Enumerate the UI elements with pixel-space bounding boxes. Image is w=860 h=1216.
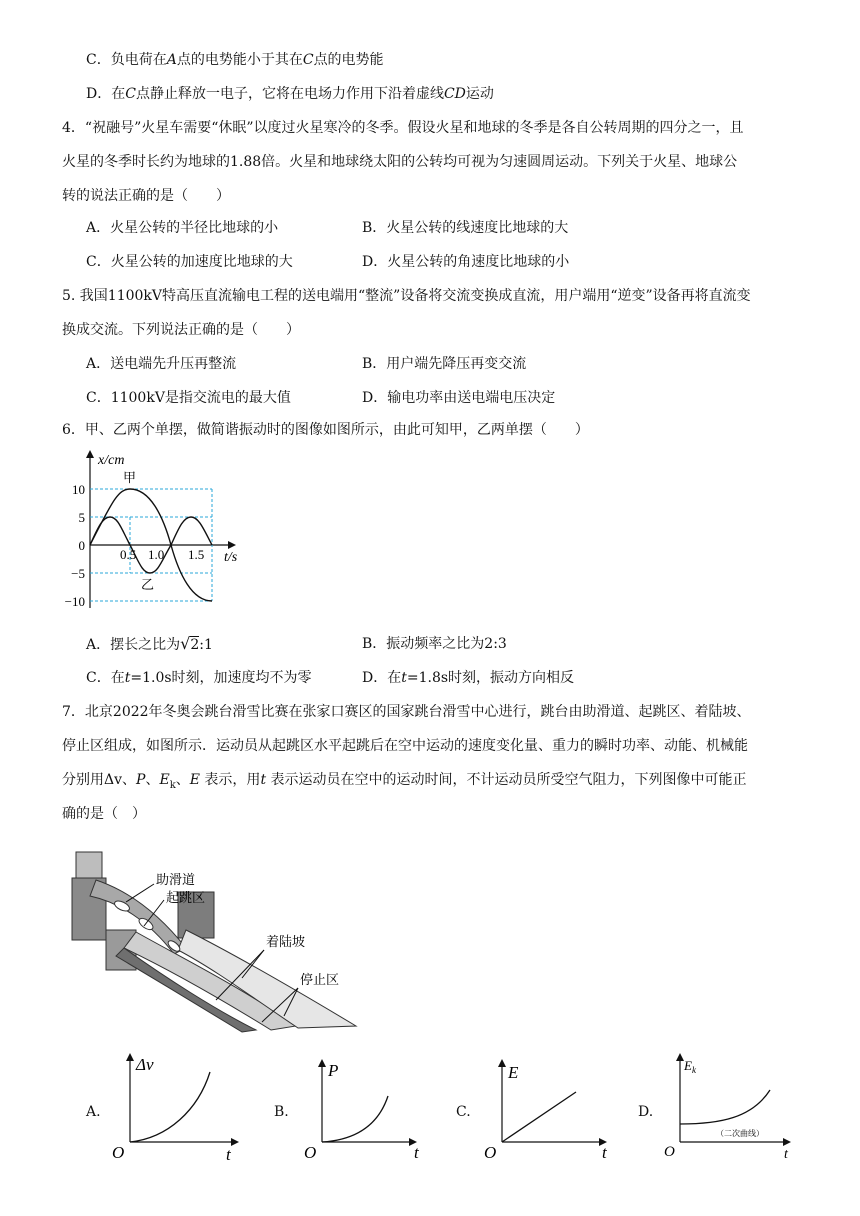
sqrt-symbol: √ [180,634,191,653]
q6-ytick-m10: −10 [64,594,85,609]
q7-stem-line3: 分别用Δv、P、$E_k$、E 表示，用t 表示运动员在空中的运动时间，不计运动员所受空气阻力，下列图像中可能正 [62,772,747,791]
q7-stem-line2: 停止区组成，如图所示．运动员从起跳区水平起跳后在空中运动的速度变化量、重力的瞬时功率、动能、机械能 [62,738,748,754]
q5-option-b: B．用户端先降压再变交流 [362,356,527,372]
q6-xtick-15: 1.5 [188,547,205,562]
curve [322,1096,388,1142]
q5-stem-line2: 换成交流。下列说法正确的是（ ） [62,322,300,338]
q6-ytick-5: 5 [78,510,85,525]
q7-stem-line4: 确的是（ ） [62,806,146,822]
origin: O [484,1143,497,1162]
q5-stem-line1: 5. 我国1100kV特高压直流输电工程的送电端用“整流”设备将交流变换成直流，用户端用“逆变”设备再将直流变 [62,288,751,304]
q7-graph-c [480,1056,620,1162]
curve [130,1072,210,1142]
q6-x-arrow [228,541,236,549]
q5-option-c: C．1100kV是指交流电的最大值 [86,390,291,406]
q4-option-c: C．火星公转的加速度比地球的大 [86,254,293,270]
q4-stem-line2: 火星的冬季时长约为地球的1.88倍。火星和地球绕太阳的公转均可视为匀速圆周运动。下列关于火星、地球公 [62,154,738,170]
q3-option-d: D．在C点静止释放一电子，它将在电场力作用下沿着虚线CD运动 [86,86,494,102]
q6-ytick-m5: −5 [71,566,85,581]
q6-oscillation-graph [60,448,260,618]
origin: O [112,1143,125,1162]
ylabel: P [328,1061,339,1080]
arrow-y [498,1059,506,1067]
q5-option-d: D．输电功率由送电端电压决定 [362,390,556,406]
q4-stem-line3: 转的说法正确的是（ ） [62,188,230,204]
q7-graph-b [300,1056,430,1162]
q6-option-a: A．摆长之比为√2:1 [86,634,213,653]
label-takeoff: 起跳区 [166,890,206,905]
q4-stem-line1: 4．“祝融号”火星车需要“休眠”以度过火星寒冷的冬季。假设火星和地球的冬季是各自公转周期的四分之一，且 [62,120,744,136]
ylabel: $E_k$ [684,1058,696,1075]
q6-ytick-0: 0 [78,538,85,553]
q6-label-yi: 乙 [141,577,155,592]
q6-option-b: B．振动频率之比为2:3 [362,636,507,652]
q4-option-d: D．火星公转的角速度比地球的小 [362,254,570,270]
q4-option-a: A．火星公转的半径比地球的小 [86,220,279,236]
xlabel: t [602,1143,607,1162]
q6-option-d: D．在t=1.8s时刻，振动方向相反 [362,670,575,686]
q4-option-b: B．火星公转的线速度比地球的大 [362,220,569,236]
arrow-x [231,1138,239,1146]
q6-y-arrow [86,450,94,458]
q6-y-label: x/cm [98,453,125,468]
label-landing: 着陆坡 [266,934,306,949]
q6-x-label: t/s [224,550,238,565]
line [502,1092,576,1142]
leader-inrun [126,884,154,902]
xlabel: t [784,1147,788,1162]
q6-stem: 6．甲、乙两个单摆，做简谐振动时的图像如图所示，由此可知甲，乙两单摆（ ） [62,422,589,438]
q7-option-c-letter: C. [456,1104,471,1120]
ylabel: Δv [136,1055,154,1074]
q7-option-b-letter: B. [274,1104,289,1120]
q6-xtick-10: 1.0 [148,547,165,562]
curve-note: （二次曲线） [716,1129,764,1138]
origin: O [304,1143,317,1162]
q6-xtick-05: 0.5 [120,547,137,562]
arrow-y [126,1053,134,1061]
arrow-y [318,1059,326,1067]
q3-option-c: C．负电荷在A点的电势能小于其在C点的电势能 [86,52,384,68]
q7-option-d-letter: D. [638,1104,654,1120]
q7-graph-d [660,1050,800,1162]
curve [680,1090,770,1124]
label-inrun: 助滑道 [156,872,196,887]
q6-option-c: C．在t=1.0s时刻，加速度均不为零 [86,670,312,686]
xlabel: t [226,1145,231,1162]
ylabel: E [508,1063,519,1082]
xlabel: t [414,1143,419,1162]
arrow-x [783,1138,791,1146]
q7-stem-line1: 7．北京2022年冬奥会跳台滑雪比赛在张家口赛区的国家跳台滑雪中心进行，跳台由助滑道、起跳区、着陆坡、 [62,704,751,720]
ski-jump-illustration [66,850,366,1036]
q5-option-a: A．送电端先升压再整流 [86,356,237,372]
origin: O [664,1144,675,1160]
q7-option-a-letter: A. [86,1104,101,1120]
q6-label-jia: 甲 [123,470,137,485]
q7-graph-a [108,1050,248,1162]
label-outrun: 停止区 [300,972,340,987]
arrow-y [676,1053,684,1061]
q6-ytick-10: 10 [72,482,85,497]
tower-top [76,852,102,880]
